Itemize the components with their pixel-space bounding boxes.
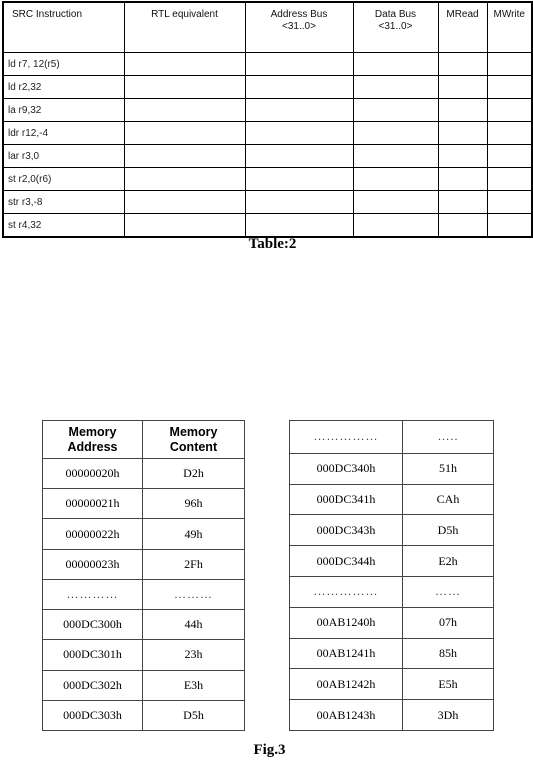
col-header-rtl-equivalent: RTL equivalent <box>124 2 245 53</box>
empty-cell <box>124 191 245 214</box>
empty-cell <box>487 122 532 145</box>
memory-row <box>290 546 494 577</box>
memory-address-cell: 00000020h <box>43 459 143 489</box>
memory-address-cell: 00000022h <box>43 519 143 549</box>
memory-content-cell: 85h <box>403 638 494 669</box>
empty-cell <box>353 76 438 99</box>
memory-address-cell: 00AB1241h <box>290 638 403 669</box>
empty-cell <box>353 53 438 76</box>
memory-content-cell: E2h <box>403 546 494 577</box>
memory-content-cell: 49h <box>143 519 245 549</box>
table-row <box>3 122 532 145</box>
memory-row <box>290 421 494 454</box>
empty-cell <box>438 122 487 145</box>
memory-row <box>290 669 494 700</box>
memory-content-cell: D2h <box>143 459 245 489</box>
memory-address-cell: 00000023h <box>43 549 143 579</box>
memory-address-cell: 000DC341h <box>290 484 403 515</box>
memory-address-cell: 000DC301h <box>43 640 143 670</box>
memory-content-cell: 07h <box>403 607 494 638</box>
table-header-row <box>3 2 532 53</box>
memory-row <box>43 700 245 730</box>
memory-content-cell: D5h <box>403 515 494 546</box>
memory-row <box>43 579 245 609</box>
memory-address-cell: 000DC343h <box>290 515 403 546</box>
memory-address-cell: …………… <box>290 576 403 607</box>
empty-cell <box>124 53 245 76</box>
empty-cell <box>487 76 532 99</box>
empty-cell <box>438 168 487 191</box>
empty-cell <box>487 191 532 214</box>
memory-address-cell: 00000021h <box>43 489 143 519</box>
memory-table-left <box>42 420 245 731</box>
empty-cell <box>353 168 438 191</box>
memory-content-cell: D5h <box>143 700 245 730</box>
memory-content-cell: 51h <box>403 453 494 484</box>
memory-address-cell: 00AB1240h <box>290 607 403 638</box>
memory-row <box>43 549 245 579</box>
table-2 <box>2 1 533 238</box>
empty-cell <box>438 145 487 168</box>
table-row <box>3 76 532 99</box>
memory-address-cell: 00AB1243h <box>290 700 403 731</box>
memory-row <box>290 453 494 484</box>
memory-content-cell: ……… <box>143 579 245 609</box>
memory-content-cell: 96h <box>143 489 245 519</box>
empty-cell <box>245 99 353 122</box>
memory-address-cell: …………… <box>290 421 403 454</box>
instruction-cell: lar r3,0 <box>3 145 124 168</box>
memory-row <box>290 576 494 607</box>
memory-row <box>43 640 245 670</box>
table-row <box>3 99 532 122</box>
memory-address-cell: ………… <box>43 579 143 609</box>
instruction-cell: str r3,-8 <box>3 191 124 214</box>
empty-cell <box>124 168 245 191</box>
memory-row <box>290 515 494 546</box>
empty-cell <box>353 214 438 238</box>
empty-cell <box>438 76 487 99</box>
memory-address-cell: 000DC344h <box>290 546 403 577</box>
table-caption: Table:2 <box>248 236 297 252</box>
memory-content-cell: E3h <box>143 670 245 700</box>
memory-address-cell: 000DC300h <box>43 610 143 640</box>
memory-row <box>290 607 494 638</box>
col-header-data-bus: Data Bus <31..0> <box>353 2 438 53</box>
empty-cell <box>487 168 532 191</box>
empty-cell <box>245 145 353 168</box>
empty-cell <box>124 122 245 145</box>
col-header-address-bus: Address Bus <31..0> <box>245 2 353 53</box>
figure-caption: Fig.3 <box>253 742 286 758</box>
instruction-cell: la r9,32 <box>3 99 124 122</box>
empty-cell <box>353 122 438 145</box>
memory-content-cell: E5h <box>403 669 494 700</box>
empty-cell <box>124 145 245 168</box>
col-header-mread: MRead <box>438 2 487 53</box>
col-header-mwrite: MWrite <box>487 2 532 53</box>
memory-row <box>43 459 245 489</box>
table-row <box>3 53 532 76</box>
empty-cell <box>353 145 438 168</box>
memory-row <box>43 610 245 640</box>
memory-row <box>43 489 245 519</box>
empty-cell <box>245 122 353 145</box>
memory-address-cell: 000DC340h <box>290 453 403 484</box>
table-row <box>3 191 532 214</box>
empty-cell <box>487 145 532 168</box>
empty-cell <box>245 76 353 99</box>
memory-content-cell: 3Dh <box>403 700 494 731</box>
memory-content-cell: 2Fh <box>143 549 245 579</box>
empty-cell <box>353 99 438 122</box>
col-header-memory-content: Memory Content <box>143 421 245 459</box>
instruction-cell: ld r7, 12(r5) <box>3 53 124 76</box>
memory-table-right <box>289 420 494 731</box>
empty-cell <box>487 214 532 238</box>
table-row <box>3 168 532 191</box>
memory-header-row <box>43 421 245 459</box>
memory-content-cell: 44h <box>143 610 245 640</box>
memory-content-cell: …… <box>403 576 494 607</box>
instruction-cell: st r4,32 <box>3 214 124 238</box>
empty-cell <box>245 214 353 238</box>
memory-row <box>290 484 494 515</box>
col-header-memory-address: Memory Address <box>43 421 143 459</box>
memory-address-cell: 000DC303h <box>43 700 143 730</box>
empty-cell <box>245 53 353 76</box>
table-row <box>3 145 532 168</box>
memory-address-cell: 00AB1242h <box>290 669 403 700</box>
empty-cell <box>245 191 353 214</box>
empty-cell <box>245 168 353 191</box>
empty-cell <box>438 214 487 238</box>
memory-row <box>290 700 494 731</box>
empty-cell <box>124 99 245 122</box>
empty-cell <box>487 99 532 122</box>
instruction-cell: st r2,0(r6) <box>3 168 124 191</box>
memory-row <box>43 519 245 549</box>
empty-cell <box>487 53 532 76</box>
empty-cell <box>353 191 438 214</box>
col-header-src-instruction: SRC Instruction <box>3 2 124 53</box>
table-row <box>3 214 532 238</box>
instruction-cell: ld r2,32 <box>3 76 124 99</box>
memory-content-cell: CAh <box>403 484 494 515</box>
empty-cell <box>438 99 487 122</box>
memory-row <box>43 670 245 700</box>
instruction-cell: ldr r12,-4 <box>3 122 124 145</box>
empty-cell <box>438 191 487 214</box>
empty-cell <box>124 214 245 238</box>
memory-address-cell: 000DC302h <box>43 670 143 700</box>
memory-content-cell: 23h <box>143 640 245 670</box>
memory-row <box>290 638 494 669</box>
memory-content-cell: ….. <box>403 421 494 454</box>
empty-cell <box>438 53 487 76</box>
empty-cell <box>124 76 245 99</box>
